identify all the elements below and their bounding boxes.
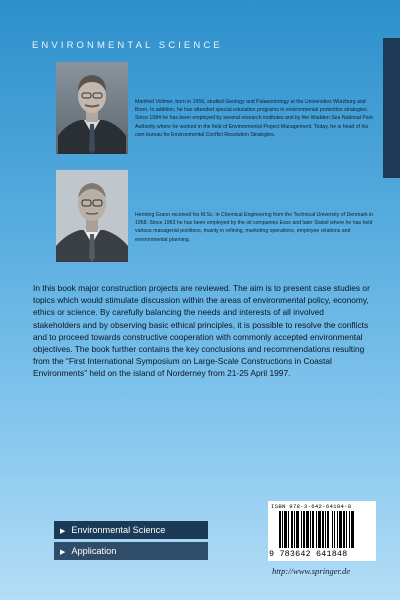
book-description: In this book major construction projects are reviewed. The aim is to present case studies or topics which would stimulate discussion within the areas of environmental policy, economy, ethics or science. By carefully balancing the needs and interests of all involved stakeholders and by observing basic ethical principles, it is possible to resolve the conflicts and to proceed towards constructive cooperation with commonly accepted environmental objectives. The book further contains the key conclusions and recommendations resulting from the “First International Symposium on Large-Scale Constructions in Coastal Environments” held on the island of Norderney from 21-25 April 1997. (33, 283, 370, 379)
publisher-website[interactable]: http://www.springer.de (272, 566, 351, 576)
topic-label: Environmental Science (71, 525, 166, 535)
topic-list (54, 521, 208, 563)
series-tab (383, 38, 400, 178)
barcode-number: 9 783642 641848 (269, 549, 348, 559)
author-bio-vollmer: Manfred Vollmer, born in 1956, studied Geology and Palaeontology at the Universities Würzburg and Bonn. In addition, he has attended special education programs in environmental protection strategies. Since 1984 he has been employed by several research institutes and by the Wadden Sea National Park Authority where he worked in the field of Environmental Project Management. Today, he is head of his own bureau for Environmental Conflict Resolution Strategies. (135, 99, 374, 138)
author-photo-grann (56, 170, 128, 262)
topic-label: Application (71, 546, 117, 556)
author-photo-vollmer (56, 62, 128, 154)
series-title: ENVIRONMENTAL SCIENCE (32, 40, 223, 51)
play-arrow-icon: ▶ (60, 528, 66, 535)
author-bio-grann: Henning Grann received his M.Sc. in Chemical Engineering from the Technical University of Denmark in 1958. Since 1963 he has been employed by the oil companies Esso and later Statoil where he has held various managerial positions, mainly in refining, marketing operations, employee relations and environmental planning. (135, 212, 374, 243)
isbn-text: ISBN 978-3-642-64184-8 (271, 503, 352, 510)
barcode-bars (279, 511, 367, 548)
barcode (268, 501, 376, 561)
topic-application[interactable] (54, 542, 208, 560)
play-arrow-icon: ▶ (60, 549, 66, 556)
topic-environmental-science[interactable] (54, 521, 208, 539)
